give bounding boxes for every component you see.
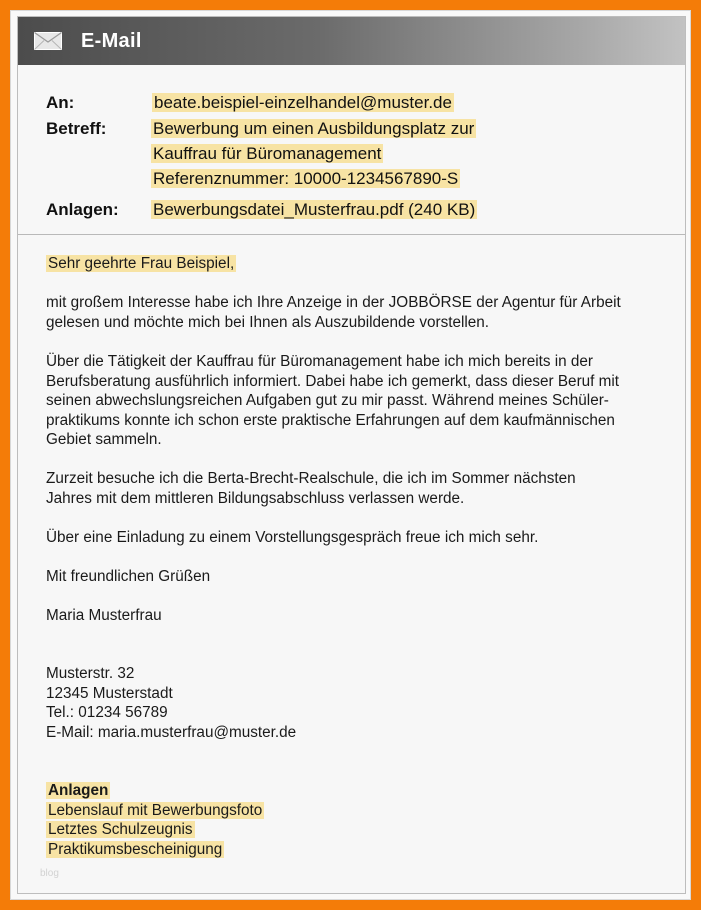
address-line: 12345 Musterstadt [46,684,173,702]
salutation-text: Sehr geehrte Frau Beispiel, [48,255,235,272]
attachment-file[interactable]: Bewerbungsdatei_Musterfrau.pdf (240 KB) [153,200,476,219]
text-line: Berufsberatung ausführlich informiert. Dabei habe ich gemerkt, dass dieser Beruf mit [46,372,620,390]
attachments-heading: Anlagen [48,782,109,799]
text-line: gelesen und möchte mich bei Ihnen als Auszubildende vorstellen. [46,313,490,331]
subject-value [151,116,476,191]
address-line: Musterstr. 32 [46,665,135,682]
paragraph-2 [46,352,666,450]
sender-name: Maria Musterfrau [46,607,162,624]
email-window [17,16,686,894]
paragraph-3 [46,469,666,508]
envelope-icon [34,32,62,50]
text-line: praktikums konnte ich schon erste praktische Erfahrungen auf dem kaufmännischen [46,411,615,429]
text-line: mit großem Interesse habe ich Ihre Anzeige in der JOBBÖRSE der Agentur für Arbeit [46,294,621,311]
text-line: Gebiet sammeln. [46,431,162,449]
attachments-label: Anlagen: [46,200,119,219]
header-divider [18,234,685,235]
attachment-item: Letztes Schulzeugnis [48,821,193,839]
attachments-list [46,781,666,859]
signature-name [46,606,666,626]
paragraph-4 [46,528,666,548]
page-frame [10,10,691,900]
subject-line: Bewerbung um einen Ausbildungsplatz zur [153,119,475,138]
subject-line: Referenznummer: 10000-1234567890-S [153,169,459,188]
window-title: E-Mail [81,30,142,52]
text-line: seinen abwechslungsreichen Aufgaben gut zu mir passt. Während meines Schüler- [46,392,609,410]
address-line[interactable]: E-Mail: maria.musterfrau@muster.de [46,723,297,741]
closing [46,567,666,587]
to-address: beate.beispiel-einzelhandel@muster.de [154,93,452,112]
paragraph-1 [46,293,666,332]
text-line: Jahres mit dem mittleren Bildungsabschluss verlassen werde. [46,489,465,507]
to-label: An: [46,93,75,112]
attachment-item: Praktikumsbescheinigung [48,840,223,858]
attachments-value [151,197,477,222]
title-bar [18,17,685,65]
attachment-item: Lebenslauf mit Bewerbungsfoto [48,801,263,819]
text-line: Zurzeit besuche ich die Berta-Brecht-Realschule, die ich im Sommer nächsten [46,470,576,487]
to-value [152,90,454,115]
subject-label: Betreff: [46,119,107,138]
closing-text: Mit freundlichen Grüßen [46,568,211,585]
watermark: blog [40,868,59,879]
salutation [46,254,666,274]
text-line: Über eine Einladung zu einem Vorstellungsgespräch freue ich mich sehr. [46,529,539,546]
text-line: Über die Tätigkeit der Kauffrau für Büromanagement habe ich mich bereits in der [46,353,594,370]
address-line: Tel.: 01234 56789 [46,704,168,722]
sender-address [46,664,666,742]
subject-line: Kauffrau für Büromanagement [153,144,382,163]
